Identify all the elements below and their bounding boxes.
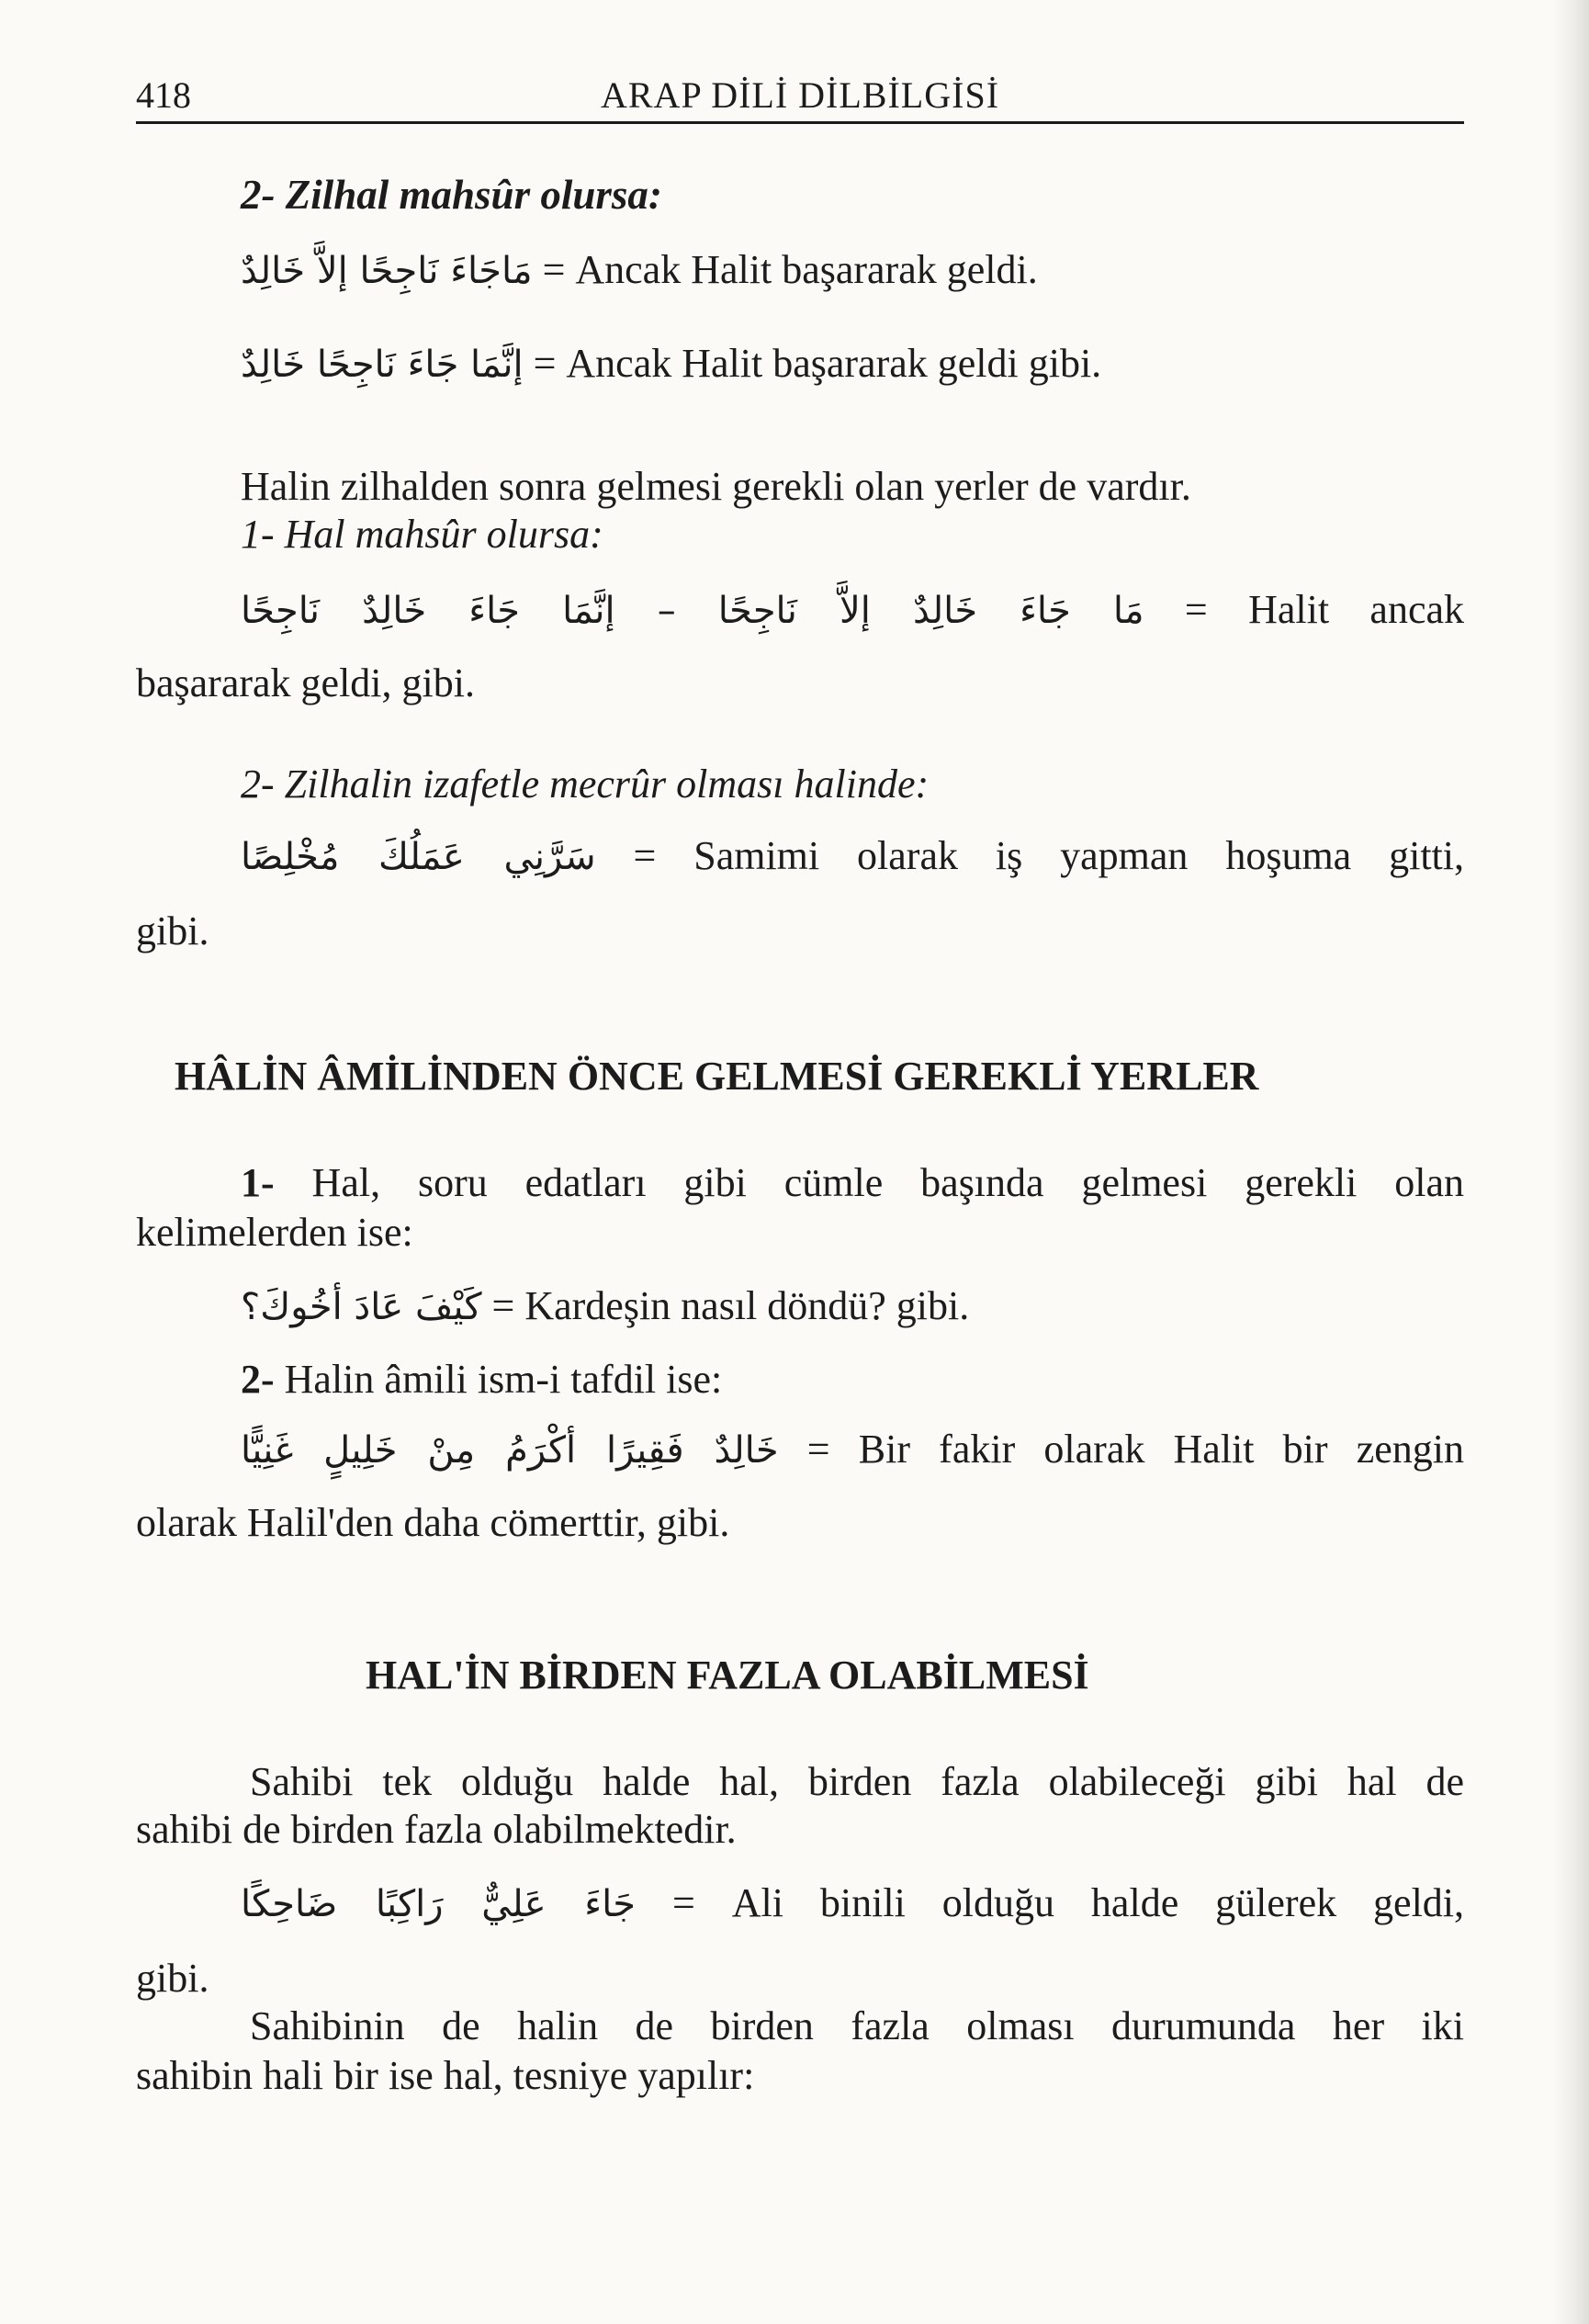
- paragraph-3a: Sahibi tek olduğu halde hal, birden fazla olabileceği gibi hal de: [250, 1759, 1464, 1804]
- arabic-example-2: إنَّمَا جَاءَ نَاجِحًا خَالِدٌ: [241, 344, 524, 386]
- example-3: [241, 586, 1464, 635]
- example-5: [241, 1282, 969, 1331]
- translation-example-3b: başararak geldi, gibi.: [136, 660, 475, 705]
- translation-example-4a: = Samimi olarak iş yapman hoşuma gitti,: [633, 833, 1464, 878]
- paragraph-3b: sahibi de birden fazla olabilmektedir.: [136, 1807, 737, 1852]
- item-1-text-b: kelimelerden ise:: [136, 1210, 413, 1255]
- item-1-text-a: Hal, soru edatları gibi cümle başında gelmesi gerekli olan: [311, 1160, 1464, 1205]
- example-6: [241, 1426, 1464, 1474]
- translation-example-7a: = Ali binili olduğu halde gülerek geldi,: [672, 1880, 1465, 1925]
- arabic-example-1: مَاجَاءَ نَاجِحًا إلاَّ خَالِدٌ: [241, 250, 533, 292]
- translation-example-6a: = Bir fakir olarak Halit bir zengin: [806, 1427, 1465, 1472]
- section-heading-amilinden-once: HÂLİN ÂMİLİNDEN ÖNCE GELMESİ GEREKLİ YERLER: [175, 1054, 1259, 1099]
- arabic-example-6: خَالِدٌ فَقِيرًا أكْرَمُ مِنْ خَلِيلٍ غَنِيًّا: [241, 1429, 779, 1472]
- translation-example-4b: gibi.: [136, 908, 209, 953]
- item-1-line-a: [241, 1159, 1464, 1207]
- subhead-izafet: 2- Zilhalin izafetle mecrûr olması halinde:: [241, 762, 930, 807]
- running-title: ARAP DİLİ DİLBİLGİSİ: [600, 74, 1000, 116]
- arabic-example-4: سَرَّنِي عَمَلُكَ مُخْلِصًا: [241, 836, 596, 878]
- arabic-example-7: جَاءَ عَلِيٌّ رَاكِبًا ضَاحِكًا: [241, 1883, 637, 1925]
- subhead-hal-mahsur: 1- Hal mahsûr olursa:: [241, 512, 603, 557]
- paragraph-yerler: Halin zilhalden sonra gelmesi gerekli olan yerler de vardır.: [241, 464, 1191, 509]
- translation-example-7b: gibi.: [136, 1956, 209, 2001]
- paragraph-4a: Sahibinin de halin de birden fazla olması durumunda her iki: [250, 2003, 1464, 2048]
- translation-example-2: = Ancak Halit başararak geldi gibi.: [533, 341, 1102, 386]
- example-4: [241, 832, 1464, 881]
- page-edge-shading: [1552, 0, 1589, 2324]
- arabic-example-5: كَيْفَ عَادَ أخُوكَ؟: [241, 1286, 482, 1328]
- example-1: [241, 246, 1038, 295]
- arabic-example-3: مَا جَاءَ خَالِدٌ إلاَّ نَاجِحًا – إنَّمَا جَاءَ خَالِدٌ نَاجِحًا: [241, 590, 1144, 632]
- translation-example-5: = Kardeşin nasıl döndü? gibi.: [491, 1283, 970, 1328]
- example-2: [241, 340, 1101, 389]
- item-2-number: 2-: [241, 1357, 275, 1402]
- item-1-number: 1-: [241, 1160, 275, 1205]
- page-number: 418: [136, 74, 191, 116]
- item-2-text: Halin âmili ism-i tafdil ise:: [284, 1357, 723, 1402]
- page-header: [136, 66, 1464, 124]
- translation-example-6b: olarak Halil'den daha cömerttir, gibi.: [136, 1500, 730, 1545]
- translation-example-1: = Ancak Halit başararak geldi.: [542, 247, 1038, 292]
- section-heading-birden-fazla: HAL'İN BİRDEN FAZLA OLABİLMESİ: [366, 1653, 1089, 1698]
- paragraph-4b: sahibin hali bir ise hal, tesniye yapılır:: [136, 2053, 755, 2098]
- example-7: [241, 1879, 1464, 1928]
- subhead-zilhal-mahsur: 2- Zilhal mahsûr olursa:: [241, 172, 662, 218]
- translation-example-3a: = Halit ancak: [1184, 587, 1465, 632]
- item-2-line: [241, 1356, 722, 1404]
